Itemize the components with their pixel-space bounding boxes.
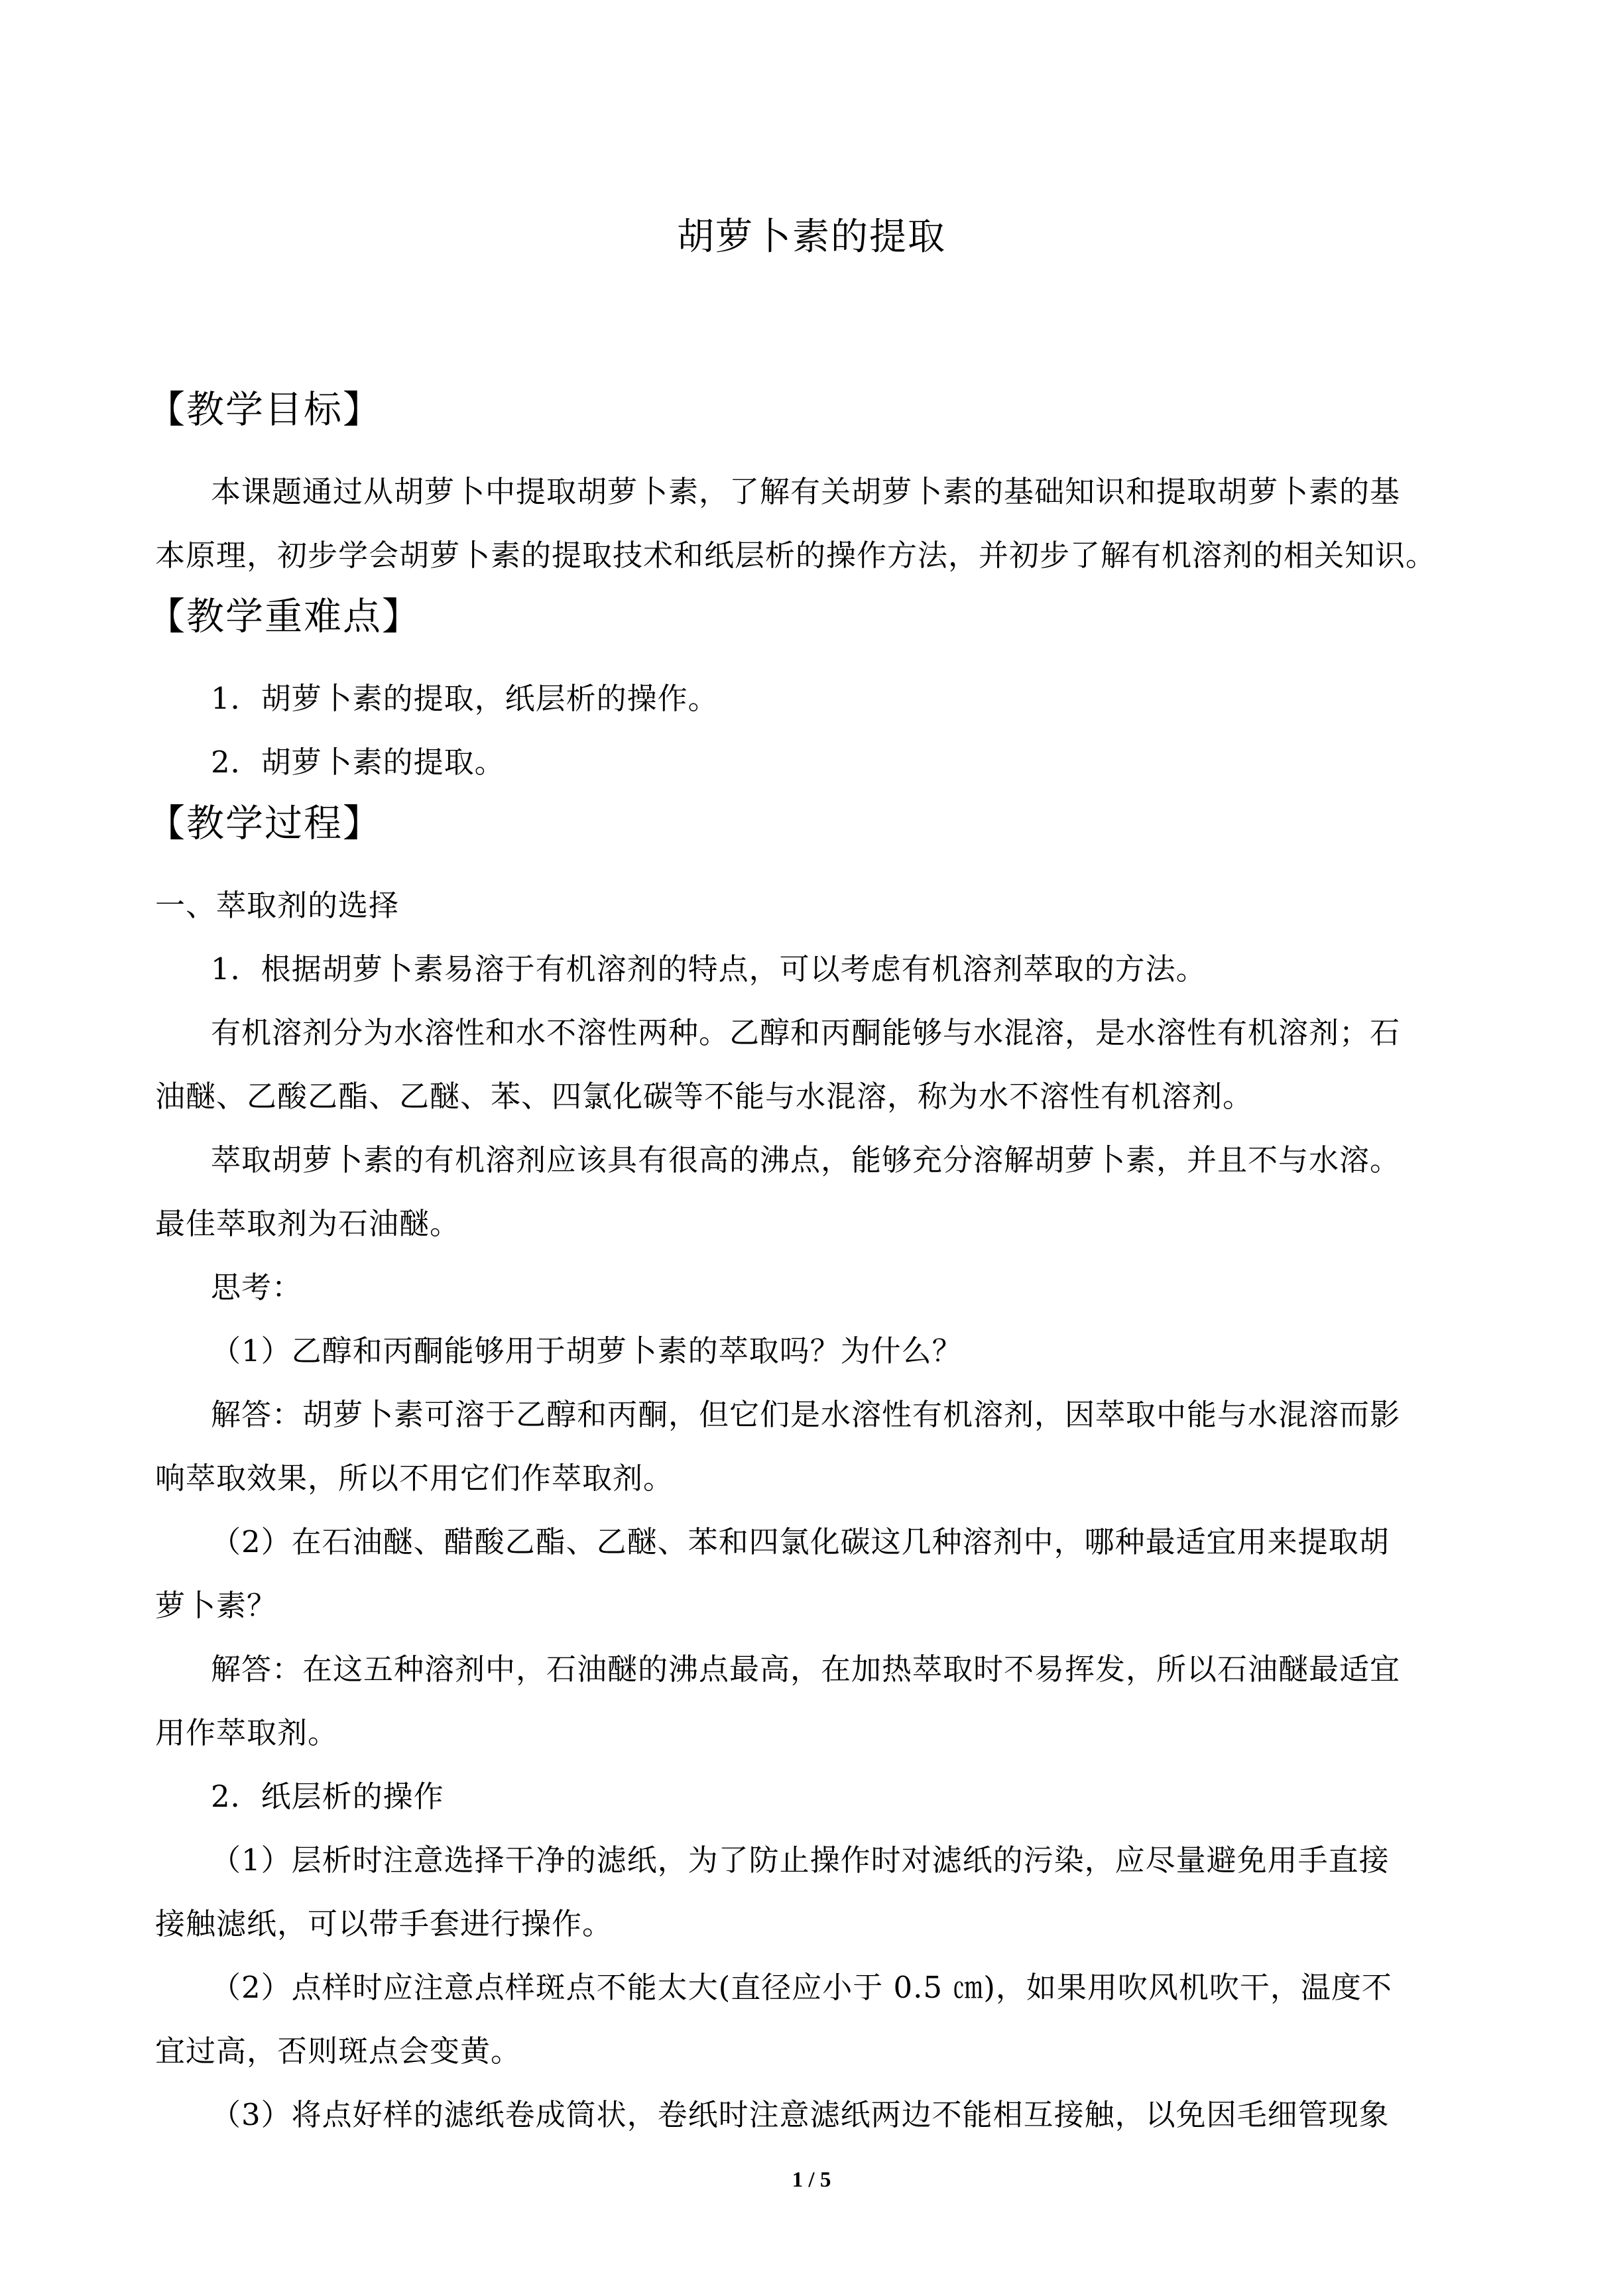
- answer-1-line2: 响萃取效果，所以不用它们作萃取剂。: [155, 1461, 674, 1496]
- question-2-line1: （2）在石油醚、醋酸乙酯、乙醚、苯和四氯化碳这几种溶剂中，哪种最适宜用来提取胡: [211, 1524, 1390, 1559]
- answer-1-line1: 解答：胡萝卜素可溶于乙醇和丙酮，但它们是水溶性有机溶剂，因萃取中能与水混溶而影: [211, 1397, 1401, 1432]
- step-1-line1: （1）层析时注意选择干净的滤纸，为了防止操作时对滤纸的污染，应尽量避免用手直接: [211, 1843, 1390, 1878]
- goals-text-line2: 本原理，初步学会胡萝卜素的提取技术和纸层析的操作方法，并初步了解有机溶剂的相关知识。: [155, 538, 1437, 573]
- item-2: 2．纸层析的操作: [211, 1779, 444, 1814]
- page-number: 1 / 5: [792, 2168, 831, 2192]
- think-label: 思考：: [211, 1270, 303, 1305]
- goals-text-line1: 本课题通过从胡萝卜中提取胡萝卜素，了解有关胡萝卜素的基础知识和提取胡萝卜素的基: [211, 474, 1401, 509]
- process-heading: 【教学过程】: [147, 802, 382, 845]
- extract-line1: 萃取胡萝卜素的有机溶剂应该具有很高的沸点，能够充分溶解胡萝卜素，并且不与水溶。: [211, 1142, 1401, 1178]
- solvent-line2: 油醚、乙酸乙酯、乙醚、苯、四氯化碳等不能与水混溶，称为水不溶性有机溶剂。: [155, 1079, 1254, 1114]
- item-1: 1．根据胡萝卜素易溶于有机溶剂的特点，可以考虑有机溶剂萃取的方法。: [211, 951, 1207, 987]
- solvent-line1: 有机溶剂分为水溶性和水不溶性两种。乙醇和丙酮能够与水混溶，是水溶性有机溶剂；石: [211, 1015, 1401, 1050]
- step-1-line2: 接触滤纸，可以带手套进行操作。: [155, 1906, 613, 1941]
- goals-heading: 【教学目标】: [147, 388, 382, 432]
- answer-2-line2: 用作萃取剂。: [155, 1715, 339, 1750]
- question-1: （1）乙醇和丙酮能够用于胡萝卜素的萃取吗？为什么？: [211, 1333, 963, 1368]
- part1-title: 一、萃取剂的选择: [155, 888, 400, 923]
- keypoints-heading: 【教学重难点】: [147, 595, 421, 638]
- answer-2-line1: 解答：在这五种溶剂中，石油醚的沸点最高，在加热萃取时不易挥发，所以石油醚最适宜: [211, 1652, 1401, 1687]
- step-2-line1: （2）点样时应注意点样斑点不能太大(直径应小于 0.5 ㎝)，如果用吹风机吹干，温度不: [211, 1970, 1392, 2005]
- step-2-line2: 宜过高，否则斑点会变黄。: [155, 2033, 522, 2069]
- document-title: 胡萝卜素的提取: [677, 215, 946, 259]
- step-3-line1: （3）将点好样的滤纸卷成筒状，卷纸时注意滤纸两边不能相互接触，以免因毛细管现象: [211, 2097, 1390, 2132]
- keypoint-1: 1．胡萝卜素的提取，纸层析的操作。: [211, 681, 719, 716]
- extract-line2: 最佳萃取剂为石油醚。: [155, 1206, 461, 1241]
- question-2-line2: 萝卜素？: [155, 1588, 278, 1623]
- keypoint-2: 2．胡萝卜素的提取。: [211, 745, 505, 780]
